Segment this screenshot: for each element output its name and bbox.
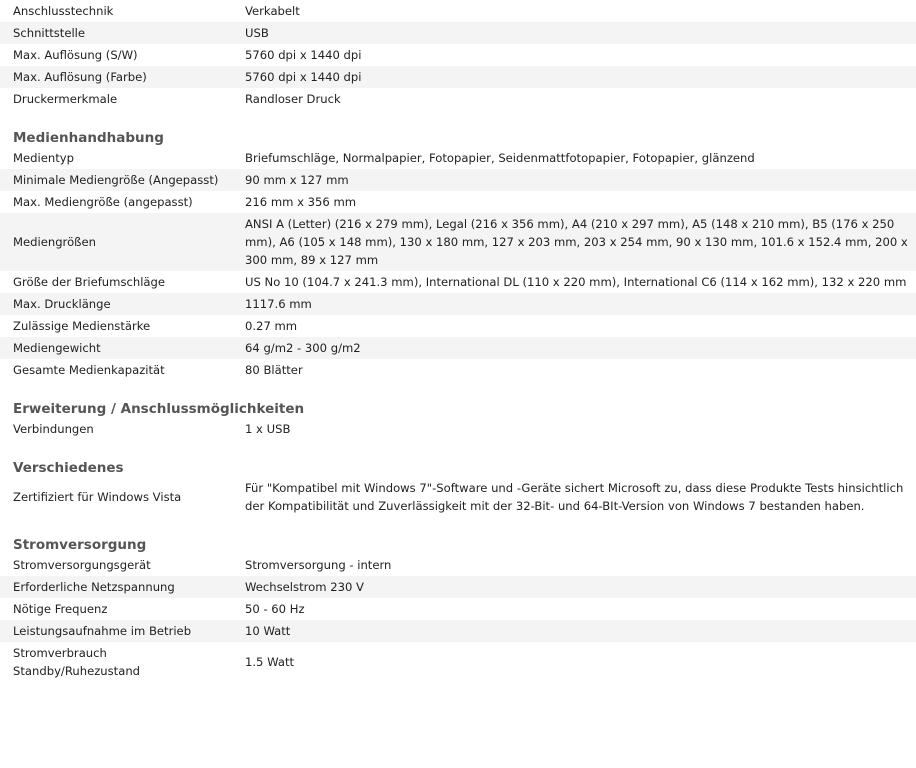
section-title: Erweiterung / Anschlussmöglichkeiten xyxy=(0,385,916,418)
spec-label: Max. Auflösung (Farbe) xyxy=(0,66,240,88)
spec-label: Minimale Mediengröße (Angepasst) xyxy=(0,169,240,191)
spec-label: Max. Auflösung (S/W) xyxy=(0,44,240,66)
spec-label: Stromverbrauch Standby/Ruhezustand xyxy=(0,642,240,682)
section-header-row xyxy=(0,385,916,418)
spec-row xyxy=(0,213,916,271)
section-title: Stromversorgung xyxy=(0,521,916,554)
spec-label: Nötige Frequenz xyxy=(0,598,240,620)
spec-row xyxy=(0,337,916,359)
spec-label: Mediengrößen xyxy=(0,213,240,271)
spec-row xyxy=(0,576,916,598)
spec-label: Schnittstelle xyxy=(0,22,240,44)
spec-value: 1.5 Watt xyxy=(240,642,916,682)
spec-row xyxy=(0,191,916,213)
spec-value: Briefumschläge, Normalpapier, Fotopapier, Seidenmattfotopapier, Fotopapier, glänzend xyxy=(240,147,916,169)
spec-value: 50 - 60 Hz xyxy=(240,598,916,620)
spec-label: Stromversorgungsgerät xyxy=(0,554,240,576)
spec-row xyxy=(0,271,916,293)
spec-value: 64 g/m2 - 300 g/m2 xyxy=(240,337,916,359)
spec-label: Druckermerkmale xyxy=(0,88,240,110)
spec-value: 80 Blätter xyxy=(240,359,916,381)
spec-row xyxy=(0,147,916,169)
spec-row xyxy=(0,293,916,315)
spec-label: Anschlusstechnik xyxy=(0,0,240,22)
spec-label: Zertifiziert für Windows Vista xyxy=(0,477,240,517)
spec-value: Für "Kompatibel mit Windows 7"-Software und -Geräte sichert Microsoft zu, dass diese Produkte Tests hinsichtlich der Kompatibilität und Zuverlässigkeit mit der 32-Bit- und 64-BIt-Version von Windows 7 bestanden haben. xyxy=(240,477,916,517)
spec-value: 90 mm x 127 mm xyxy=(240,169,916,191)
spec-value: 0.27 mm xyxy=(240,315,916,337)
spec-row xyxy=(0,598,916,620)
spec-value: 216 mm x 356 mm xyxy=(240,191,916,213)
spec-value: 5760 dpi x 1440 dpi xyxy=(240,44,916,66)
spec-label: Erforderliche Netzspannung xyxy=(0,576,240,598)
spec-label: Mediengewicht xyxy=(0,337,240,359)
spec-label: Leistungsaufnahme im Betrieb xyxy=(0,620,240,642)
section-title: Medienhandhabung xyxy=(0,114,916,147)
spec-row xyxy=(0,315,916,337)
section-title: Verschiedenes xyxy=(0,444,916,477)
spec-label: Verbindungen xyxy=(0,418,240,440)
spec-row xyxy=(0,88,916,110)
spec-row xyxy=(0,22,916,44)
spec-row xyxy=(0,66,916,88)
spec-value: US No 10 (104.7 x 241.3 mm), International DL (110 x 220 mm), International C6 (114 x 162 mm), 132 x 220 mm xyxy=(240,271,916,293)
spec-value: Randloser Druck xyxy=(240,88,916,110)
spec-value: Wechselstrom 230 V xyxy=(240,576,916,598)
spec-label: Gesamte Medienkapazität xyxy=(0,359,240,381)
spec-label: Max. Drucklänge xyxy=(0,293,240,315)
spec-label: Zulässige Medienstärke xyxy=(0,315,240,337)
section-header-row xyxy=(0,521,916,554)
spec-row xyxy=(0,418,916,440)
spec-row xyxy=(0,0,916,22)
spec-value: 1 x USB xyxy=(240,418,916,440)
spec-row xyxy=(0,477,916,517)
section-header-row xyxy=(0,444,916,477)
section-header-row xyxy=(0,114,916,147)
spec-row xyxy=(0,44,916,66)
spec-row xyxy=(0,554,916,576)
spec-row xyxy=(0,169,916,191)
spec-value: USB xyxy=(240,22,916,44)
spec-value: 1117.6 mm xyxy=(240,293,916,315)
spec-row xyxy=(0,620,916,642)
spec-row xyxy=(0,359,916,381)
spec-label: Max. Mediengröße (angepasst) xyxy=(0,191,240,213)
spec-label: Medientyp xyxy=(0,147,240,169)
spec-value: Stromversorgung - intern xyxy=(240,554,916,576)
spec-value: 5760 dpi x 1440 dpi xyxy=(240,66,916,88)
spec-row xyxy=(0,642,916,682)
spec-value: Verkabelt xyxy=(240,0,916,22)
spec-value: ANSI A (Letter) (216 x 279 mm), Legal (216 x 356 mm), A4 (210 x 297 mm), A5 (148 x 210 mm), B5 (176 x 250 mm), A6 (105 x 148 mm), 130 x 180 mm, 127 x 203 mm, 203 x 254 mm, 90 x 130 mm, 101.6 x 152.4 mm, 200 x 300 mm, 89 x 127 mm xyxy=(240,213,916,271)
spec-label: Größe der Briefumschläge xyxy=(0,271,240,293)
spec-value: 10 Watt xyxy=(240,620,916,642)
